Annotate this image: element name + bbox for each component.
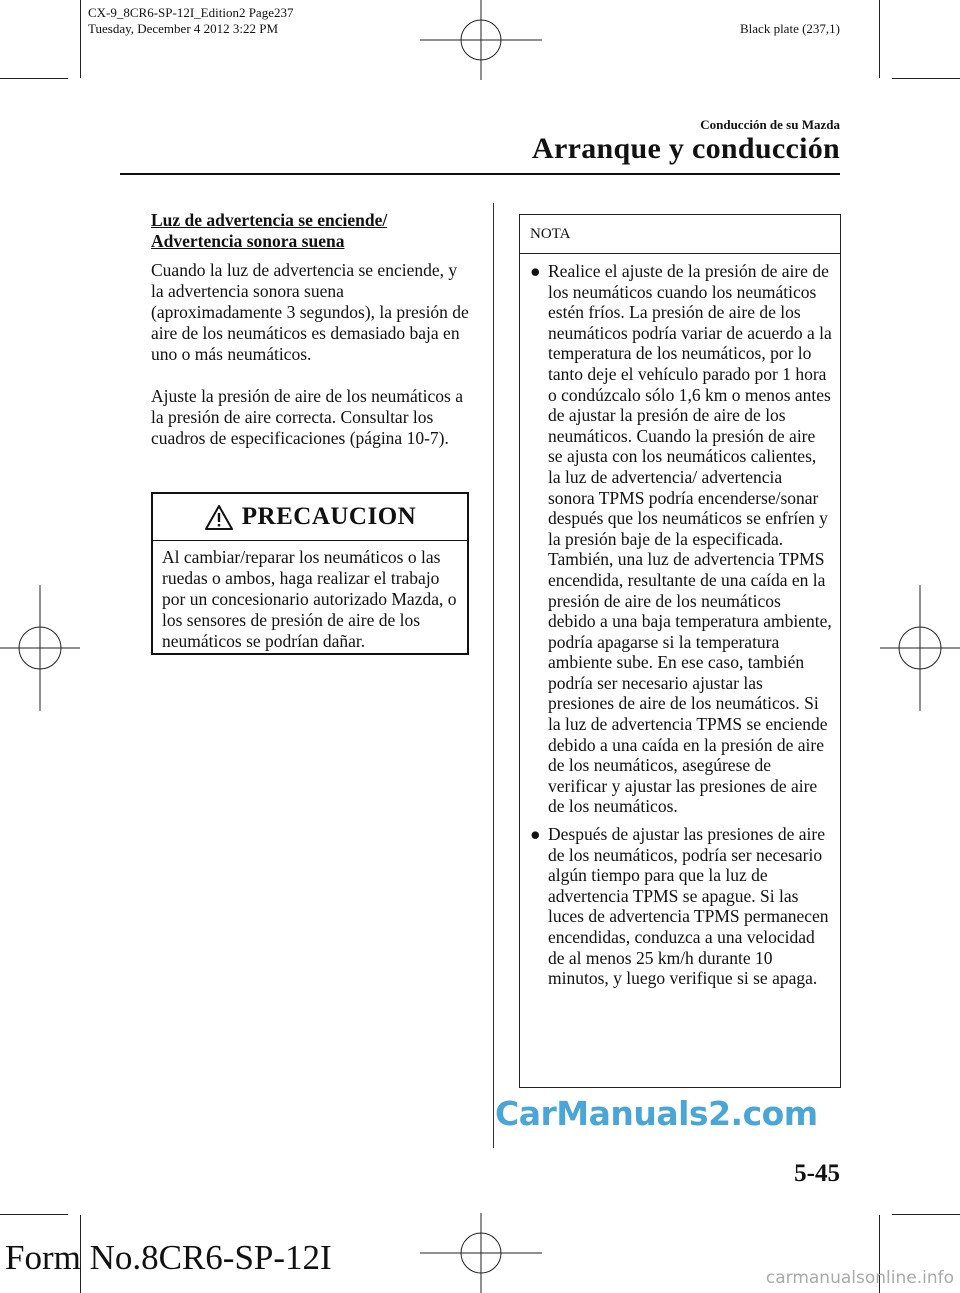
file-date: Tuesday, December 4 2012 3:22 PM xyxy=(88,21,279,36)
form-number: Form No.8CR6-SP-12I xyxy=(5,1238,332,1277)
note-item-text xyxy=(548,261,832,817)
watermark-logo: CarManuals2.com xyxy=(495,1094,818,1133)
note-item xyxy=(530,261,832,817)
caution-title: PRECAUCION xyxy=(241,503,417,530)
caution-text: Al cambiar/reparar los neumáticos o las ruedas o ambos, haga realizar el trabajo por un concesionario autorizado Mazda, o los sensores de presión de aire de los neumáticos se podrían dañar. xyxy=(162,547,457,651)
crop-mark xyxy=(892,78,960,79)
site-watermark: carmanualsonline.info xyxy=(765,1268,954,1288)
crop-mark xyxy=(80,0,81,78)
note-paragraph: También, una luz de advertencia TPMS encendida, resultante de una caída en la presión de aire de los neumáticos debido a una baja temperatura ambiente, podría apagarse si la temperatura ambiente sube. En ese caso, también podría ser necesario ajustar las presiones de aire de los neumáticos. Si la luz de advertencia TPMS se enciende debido a una caída en la presión de aire de los neumáticos, asegúrese de verificar y ajustar las presiones de aire de los neumáticos. xyxy=(548,549,832,817)
note-title: NOTA xyxy=(520,215,840,254)
column-divider xyxy=(493,203,494,1148)
subheading xyxy=(151,210,469,252)
crop-mark xyxy=(892,1214,960,1215)
header-rule xyxy=(120,173,840,175)
file-name: CX-9_8CR6-SP-12I_Edition2 Page237 xyxy=(88,5,294,20)
registration-crosshair-icon xyxy=(420,1213,542,1293)
note-box xyxy=(519,214,841,1088)
paragraph: Cuando la luz de advertencia se enciende, y la advertencia sonora suena (aproximadamente 3 segundos), la presión de aire de los neumáticos es demasiado baja en uno o más neumáticos. xyxy=(151,260,469,364)
registration-crosshair-icon xyxy=(0,585,80,711)
plate-label: Black plate (237,1) xyxy=(740,21,840,36)
crop-mark xyxy=(879,0,880,78)
bullet-icon: ● xyxy=(530,261,541,281)
subheading-line: Advertencia sonora suena xyxy=(151,231,345,251)
crop-mark xyxy=(0,1214,68,1215)
warning-triangle-icon xyxy=(204,504,234,531)
section-label: Conducción de su Mazda xyxy=(700,117,840,132)
page-number: 5-45 xyxy=(794,1160,840,1187)
note-item xyxy=(530,824,832,989)
page-title: Arranque y conducción xyxy=(532,132,840,165)
caution-header xyxy=(153,494,467,541)
file-info xyxy=(88,5,293,37)
note-body xyxy=(520,254,840,989)
note-paragraph: Realice el ajuste de la presión de aire de los neumáticos cuando los neumáticos estén fríos. La presión de aire de los neumáticos podría variar de acuerdo a la temperatura de los neumáticos, por lo tanto deje el vehículo parado por 1 hora o condúzcalo sólo 1,6 km o menos antes de ajustar la presión de aire de los neumáticos. Cuando la presión de aire se ajusta con los neumáticos calientes, la luz de advertencia/ advertencia sonora TPMS podría encenderse/sonar después que los neumáticos se enfríen y la presión baje de la especificada. xyxy=(548,261,832,549)
subheading-line: Luz de advertencia se enciende/ xyxy=(151,210,388,230)
registration-crosshair-icon xyxy=(420,0,542,80)
note-item-text: Después de ajustar las presiones de aire de los neumáticos, podría ser necesario algún tiempo para que la luz de advertencia TPMS se apague. Si las luces de advertencia TPMS permanecen encendidas, conduzca a una velocidad de al menos 25 km/h durante 10 minutos, y luego verifique si se apaga. xyxy=(548,824,829,989)
paragraph: Ajuste la presión de aire de los neumáticos a la presión de aire correcta. Consultar los cuadros de especificaciones (página 10-7). xyxy=(151,386,463,448)
crop-mark xyxy=(0,78,68,79)
caution-box xyxy=(151,492,469,655)
registration-crosshair-icon xyxy=(880,585,960,711)
left-column xyxy=(151,210,469,470)
bullet-icon: ● xyxy=(530,824,541,845)
